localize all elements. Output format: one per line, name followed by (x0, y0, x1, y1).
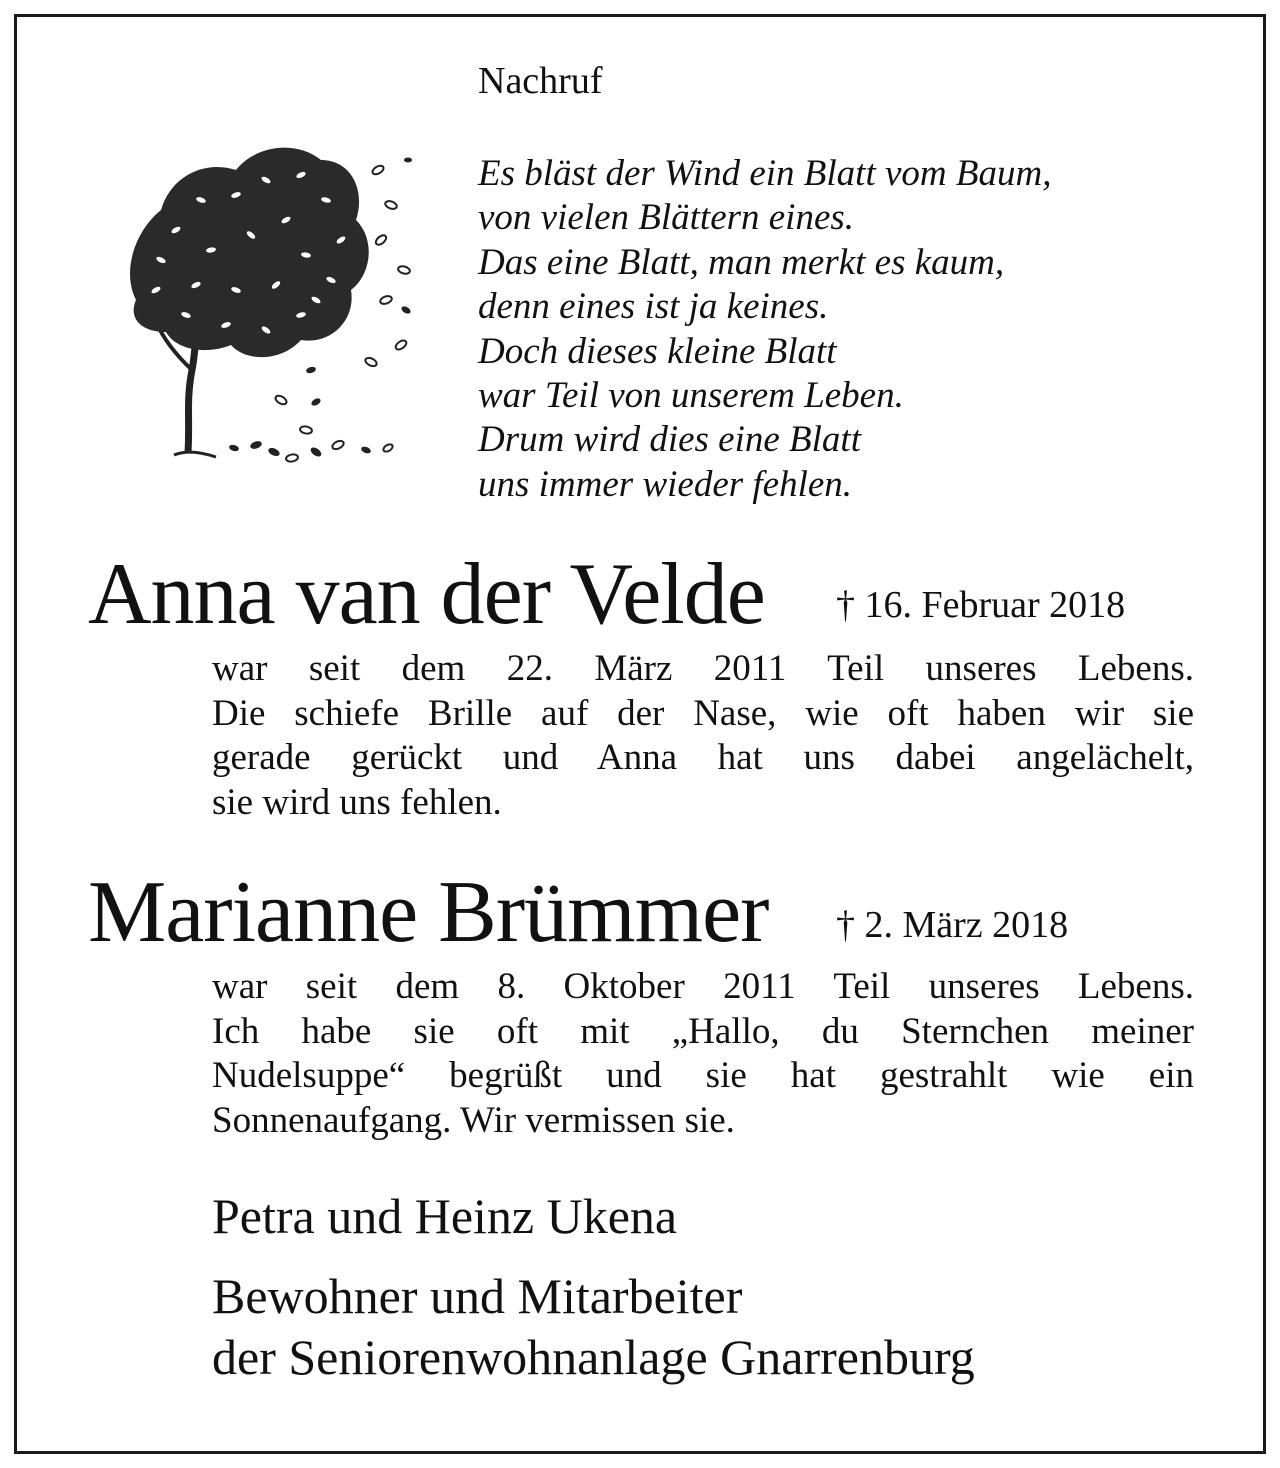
poem-line: uns immer wieder fehlen. (478, 463, 853, 505)
tribute-line: gerade gerückt und Anna hat uns dabei angelächelt, (212, 737, 1194, 779)
tribute-text (212, 965, 1194, 1144)
tribute-line: sie wird uns fehlen. (212, 782, 502, 824)
memorial-poem (478, 152, 1051, 507)
windblown-tree-icon (116, 100, 426, 470)
tribute-line: Die schiefe Brille auf der Nase, wie oft haben wir sie (212, 692, 1194, 734)
poem-line: Doch dieses kleine Blatt (478, 330, 837, 372)
poem-line: Das eine Blatt, man merkt es kaum, (478, 241, 1005, 283)
tribute-line: war seit dem 22. März 2011 Teil unseres Lebens. (212, 648, 1194, 689)
poem-line: von vielen Blättern eines. (478, 197, 855, 239)
deceased-name: Anna van der Velde (88, 546, 765, 643)
deceased-name: Marianne Brümmer (88, 864, 769, 961)
tribute-line: Ich habe sie oft mit „Hallo, du Sternchen meiner (212, 1010, 1194, 1052)
tribute-text (212, 647, 1194, 826)
death-date: † 16. Februar 2018 (836, 584, 1126, 626)
signature-line: der Seniorenwohnanlage Gnarrenburg (212, 1329, 975, 1385)
signature-organization (212, 1266, 975, 1388)
poem-line: Drum wird dies eine Blatt (478, 419, 861, 461)
poem-line: denn eines ist ja keines. (478, 286, 829, 328)
signature-line: Bewohner und Mitarbeiter (212, 1268, 743, 1324)
notice-heading: Nachruf (478, 60, 603, 102)
tribute-line: Nudelsuppe“ begrüßt und sie hat gestrahlt wie ein (212, 1055, 1194, 1097)
signature-names: Petra und Heinz Ukena (212, 1188, 678, 1244)
poem-line: Es bläst der Wind ein Blatt vom Baum, (478, 153, 1052, 194)
death-date: † 2. März 2018 (836, 904, 1069, 946)
tribute-line: Sonnenaufgang. Wir vermissen sie. (212, 1100, 735, 1142)
tribute-line: war seit dem 8. Oktober 2011 Teil unseres Lebens. (212, 966, 1194, 1007)
poem-line: war Teil von unserem Leben. (478, 375, 904, 417)
